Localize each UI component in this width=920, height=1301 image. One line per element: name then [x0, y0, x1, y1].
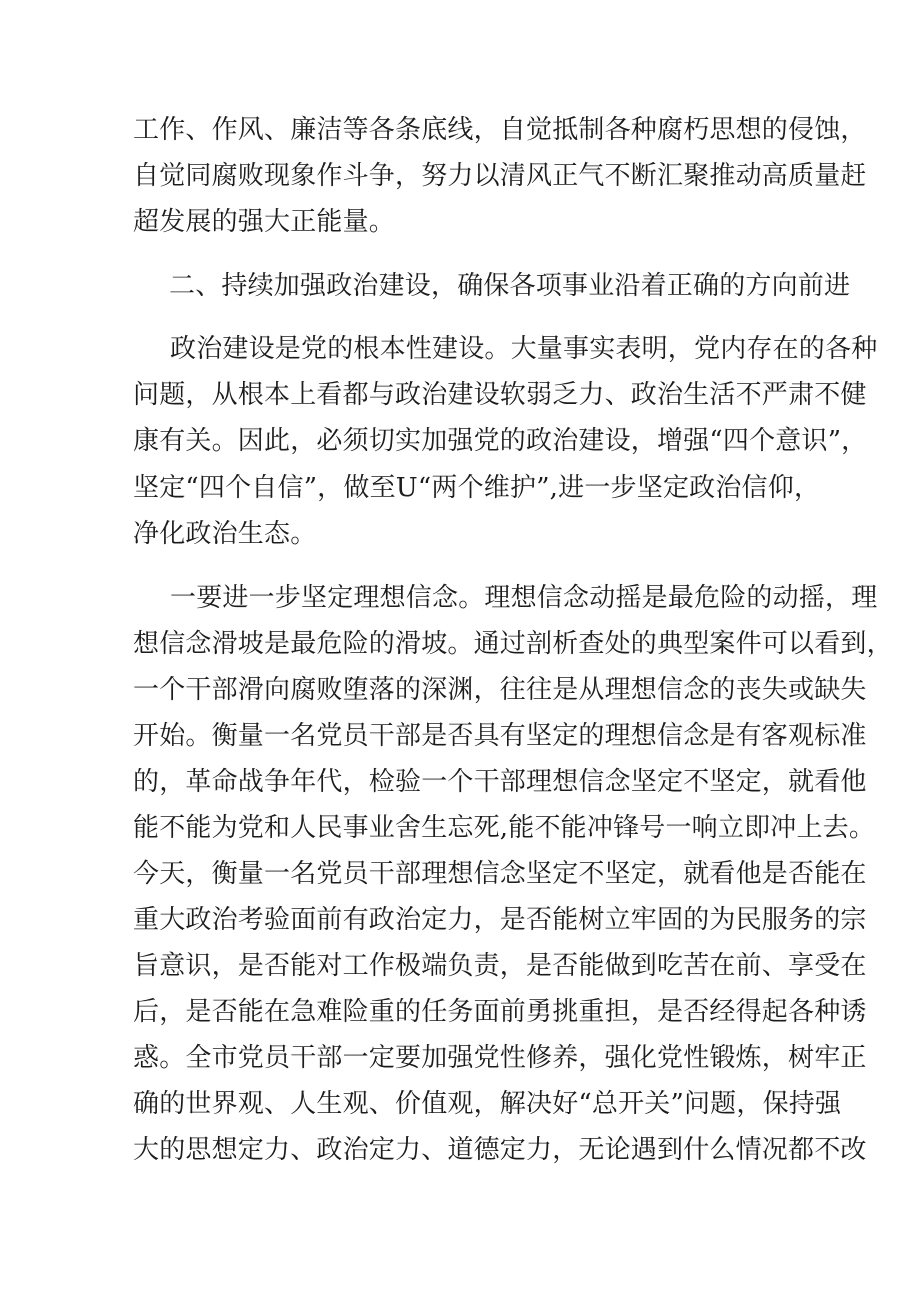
paragraph-line: 后，是否能在急难险重的任务面前勇挑重担，是否经得起各种诱: [133, 997, 867, 1027]
paragraph-line: 能不能为党和人民事业舍生忘死,能不能冲锋号一响立即冲上去。: [133, 813, 876, 843]
paragraph-line: 重大政治考验面前有政治定力，是否能树立牢固的为民服务的宗: [133, 905, 867, 935]
paragraph-line: 净化政治生态。: [133, 519, 317, 549]
paragraph-line: 确的世界观、人生观、价值观，解决好“总开关”问题，保持强: [133, 1089, 842, 1119]
paragraph-line: 自觉同腐败现象作斗争，努力以清风正气不断汇聚推动高质量赶: [133, 161, 867, 191]
paragraph-line: 大的思想定力、政治定力、道德定力，无论遇到什么情况都不改: [133, 1135, 867, 1165]
paragraph-line: 超发展的强大正能量。: [133, 207, 396, 237]
paragraph-line: 今天，衡量一名党员干部理想信念坚定不坚定，就看他是否能在: [133, 859, 867, 889]
paragraph-line: 问题，从根本上看都与政治建设软弱乏力、政治生活不严肃不健: [133, 380, 867, 410]
paragraph-line: 康有关。因此，必须切实加强党的政治建设，增强“四个意识”，: [133, 426, 868, 456]
paragraph-line: 旨意识，是否能对工作极端负责，是否能做到吃苦在前、享受在: [133, 951, 867, 981]
paragraph-line: 工作、作风、廉洁等各条底线，自觉抵制各种腐朽思想的侵蚀，: [133, 115, 867, 145]
section-heading: 二、持续加强政治建设，确保各项事业沿着正确的方向前进: [169, 271, 851, 301]
paragraph-line: 一个干部滑向腐败堕落的深渊，往往是从理想信念的丧失或缺失: [133, 675, 867, 705]
paragraph-line: 坚定“四个自信”，做至U“两个维护”,进一步坚定政治信仰，: [133, 473, 821, 503]
paragraph-line: 想信念滑坡是最危险的滑坡。通过剖析查处的典型案件可以看到，: [133, 629, 893, 659]
paragraph-line: 政治建设是党的根本性建设。大量事实表明，党内存在的各种: [170, 334, 878, 364]
paragraph-line: 的，革命战争年代，检验一个干部理想信念坚定不坚定，就看他: [133, 767, 867, 797]
paragraph-line: 一要进一步坚定理想信念。理想信念动摇是最危险的动摇，理: [170, 583, 878, 613]
paragraph-line: 开始。衡量一名党员干部是否具有坚定的理想信念是有客观标准: [133, 721, 867, 751]
paragraph-line: 惑。全市党员干部一定要加强党性修养，强化党性锻炼，树牢正: [133, 1043, 867, 1073]
